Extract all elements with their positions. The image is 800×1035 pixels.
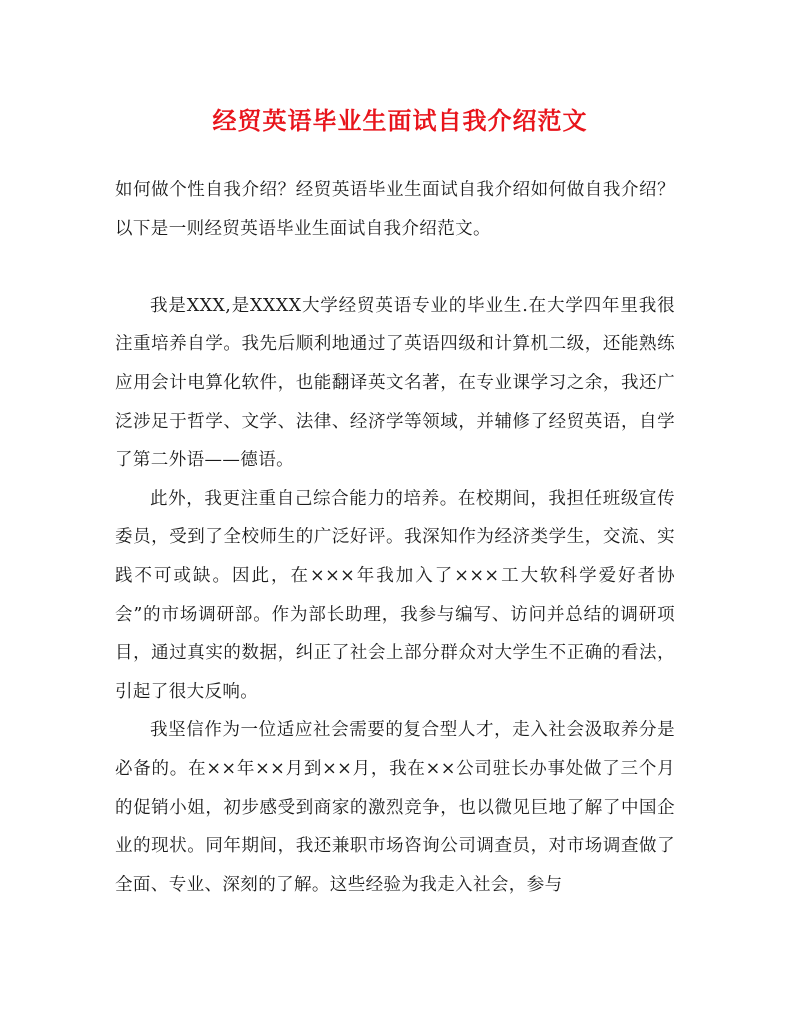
document-title: 经贸英语毕业生面试自我介绍范文 [212, 106, 588, 135]
body-paragraph-2: 此外，我更注重自己综合能力的培养。在校期间，我担任班级宣传委员，受到了全校师生的广泛好评。我深知作为经济类学生，交流、实践不可或缺。因此，在×××年我加入了×××工大软科学爱好者协会”的市场调研部。作为部长助理，我参与编写、访问并总结的调研项目，通过真实的数据，纠正了社会上部分群众对大学生不正确的看法，引起了很大反响。 [115, 488, 675, 702]
document-body [115, 171, 675, 904]
intro-paragraph: 如何做个性自我介绍？经贸英语毕业生面试自我介绍如何做自我介绍？以下是一则经贸英语毕业生面试自我介绍范文。 [115, 180, 675, 239]
body-paragraph-1: 我是XXX,是XXXX大学经贸英语专业的毕业生.在大学四年里我很注重培养自学。我先后顺利地通过了英语四级和计算机二级，还能熟练应用会计电算化软件，也能翻译英文名著，在专业课学习之余，我还广泛涉足于哲学、文学、法律、经济学等领域，并辅修了经贸英语，自学了第二外语——德语。 [115, 295, 675, 471]
body-paragraph-3: 我坚信作为一位适应社会需要的复合型人才，走入社会汲取养分是必备的。在××年××月到××月，我在××公司驻长办事处做了三个月的促销小姐，初步感受到商家的激烈竞争，也以微见巨地了解了中国企业的现状。同年期间，我还兼职市场咨询公司调查员，对市场调查做了全面、专业、深刻的了解。这些经验为我走入社会，参与 [115, 720, 675, 895]
